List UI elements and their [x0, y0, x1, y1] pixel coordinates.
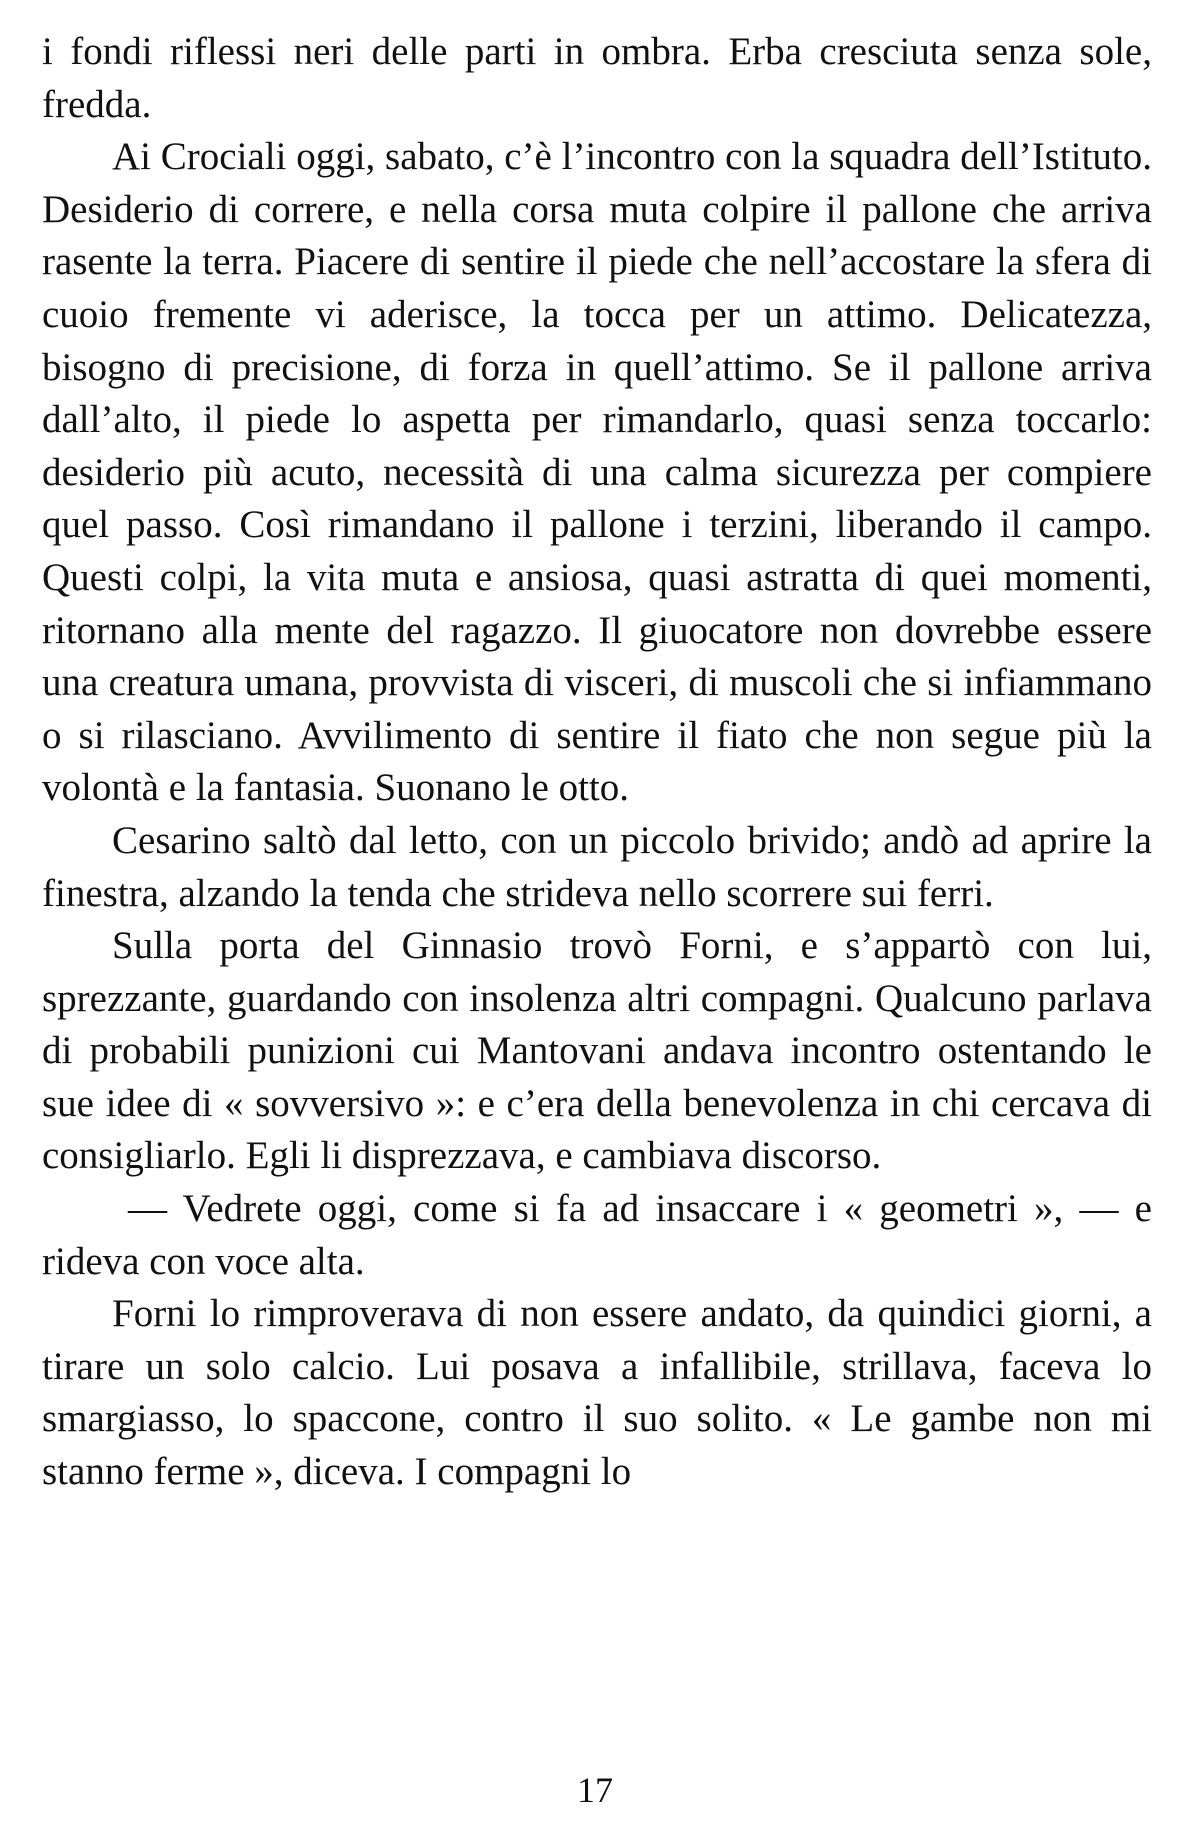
paragraph-5: — Vedrete oggi, come si fa ad insaccare i « geometri », — e rideva con voce alta.: [42, 1187, 1152, 1283]
paragraph-4: Sulla porta del Ginnasio trovò Forni, e s’appartò con lui, sprezzante, guardando con insolenza altri compagni. Qualcuno parlava di probabili punizioni cui Mantovani andava incontro ostentando le sue idee di « sovversivo »: e c’era della benevolenza in chi cercava di consigliarlo. Egli li disprezzava, e cambiava discorso.: [42, 924, 1152, 1178]
paragraph-2: Ai Crociali oggi, sabato, c’è l’incontro con la squadra dell’Istituto. Desiderio di correre, e nella corsa muta colpire il pallone che arriva rasente la terra. Piacere di sentire il piede che nell’accostare la sfera di cuoio fremente vi aderisce, la tocca per un attimo. Delicatezza, bisogno di precisione, di forza in quell’attimo. Se il pallone arriva dall’alto, il piede lo aspetta per rimandarlo, quasi senza toccarlo: desiderio più acuto, necessità di una calma sicurezza per compiere quel passo. Così rimandano il pallone i terzini, liberando il campo. Questi colpi, la vita muta e ansiosa, quasi astratta di quei momenti, ritornano alla mente del ragazzo. Il giuocatore non dovrebbe essere una creatura umana, provvista di visceri, di muscoli che si infiammano o si rilasciano. Avvilimento di sentire il fiato che non segue più la volontà e la fantasia. Suonano le otto.: [42, 135, 1152, 810]
page-number: 17: [577, 1770, 613, 1810]
paragraph-3: Cesarino saltò dal letto, con un piccolo brivido; andò ad aprire la finestra, alzando la tenda che strideva nello scorrere sui ferri.: [42, 818, 1152, 915]
paragraph-1: i fondi riflessi neri delle parti in ombra. Erba cresciuta senza sole, fredda.: [42, 30, 1152, 126]
body-text: [42, 26, 1152, 1499]
paragraph-6: Forni lo rimproverava di non essere andato, da quindici giorni, a tirare un solo calcio. Lui posava a infallibile, strillava, faceva lo smargiasso, lo spaccone, contro il suo solito. « Le gambe non mi stanno ferme », diceva. I compagni lo: [42, 1292, 1152, 1494]
